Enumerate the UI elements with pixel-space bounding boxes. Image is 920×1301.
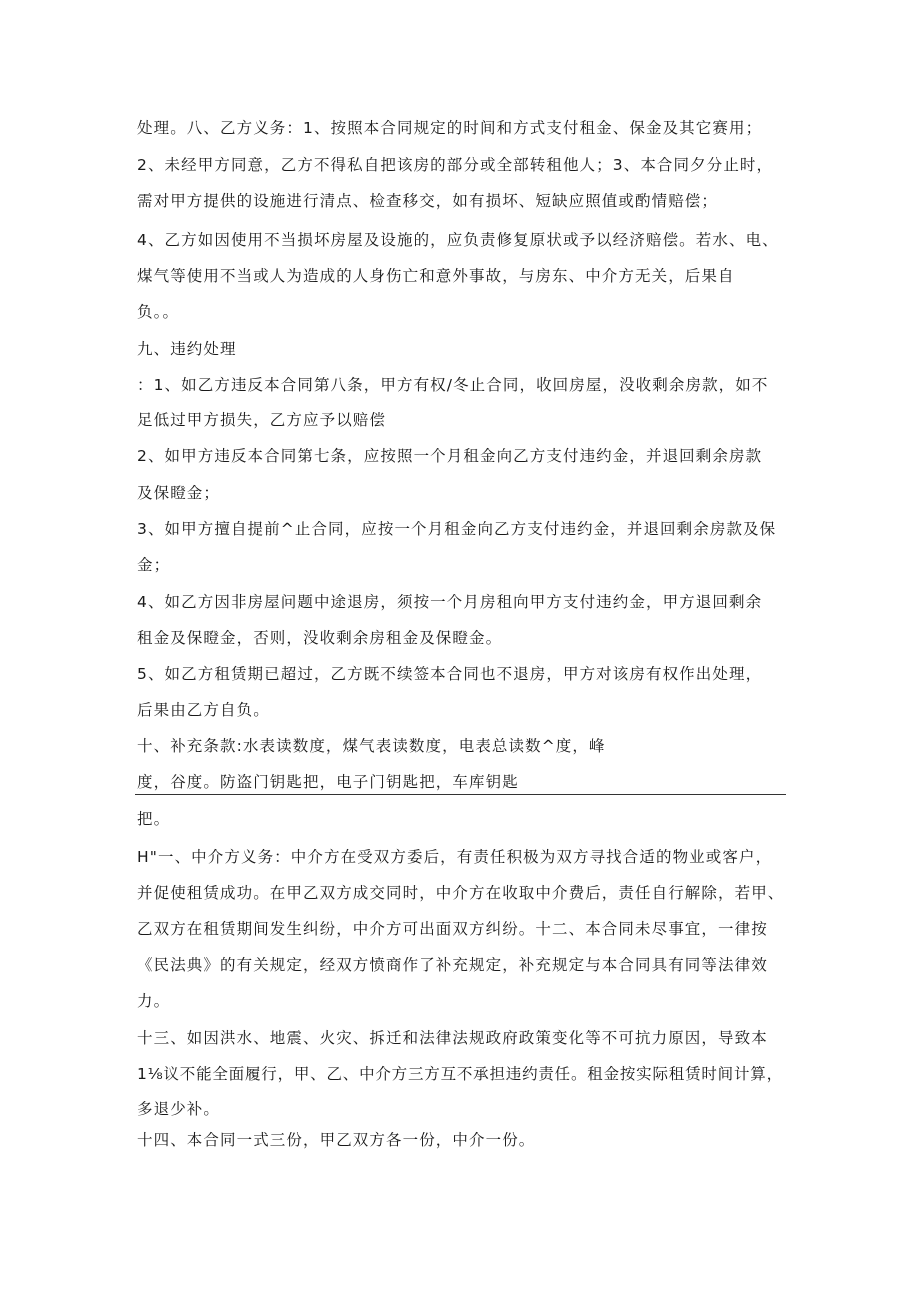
text-line: 并促使租赁成功。在甲乙双方成交同时，中介方在收取中介费后，责任自行解除，若甲、 (137, 884, 785, 902)
text-line: H"一、中介方义务：中介方在受双方委后，有责任积极为双方寻找合适的物业或客户， (137, 848, 773, 866)
text-line: 十、补充条款:水表读数度，煤气表读数度，电表总读数^度，峰 (137, 737, 606, 755)
text-line: 十四、本合同一式三份，甲乙双方各一份，中介一份。 (137, 1131, 536, 1149)
text-line: 处理。八、乙方义务：1、按照本合同规定的时间和方式支付租金、保金及其它赛用； (137, 119, 763, 137)
text-line: 负。。 (137, 303, 180, 321)
text-line: 十三、如因洪水、地震、火灾、拆迁和法律法规政府政策变化等不可抗力原因，导致本 (137, 1029, 768, 1047)
text-line: 4、乙方如因使用不当损坏房屋及设施的，应负责修复原状或予以经济赔偿。若水、电、 (137, 231, 779, 249)
text-line: 3、如甲方擅自提前^止合同，应按一个月租金向乙方支付违约金，并退回剩余房款及保 (137, 520, 777, 538)
text-line: 度，谷度。防盗门钥匙把，电子门钥匙把，车库钥匙 (137, 773, 519, 791)
text-line: 后果由乙方自负。 (137, 701, 270, 719)
text-line: 4、如乙方因非房屋问题中途退房，须按一个月房租向甲方支付违约金，甲方退回剩余 (137, 593, 763, 611)
text-line: 煤气等使用不当或人为造成的人身伤亡和意外事故，与房东、中介方无关，后果自 (137, 267, 735, 285)
text-line: 金； (137, 556, 171, 574)
text-line: 2、未经甲方同意，乙方不得私自把该房的部分或全部转租他人；3、本合同夕分止时， (137, 156, 774, 174)
text-line: 《民法典》的有关规定，经双方愤商作了补充规定，补充规定与本合同具有同等法律效 (137, 956, 768, 974)
text-line: 需对甲方提供的设施进行清点、检查移交，如有损坏、短缺应照值或酌情赔偿； (137, 192, 719, 210)
text-line: 租金及保瞪金，否则，没收剩余房租金及保瞪金。 (137, 629, 503, 647)
text-line: 多退少补。 (137, 1100, 221, 1118)
text-line: 乙双方在租赁期间发生纠纷，中介方可出面双方纠纷。十二、本合同未尽事宜，一律按 (137, 920, 768, 938)
text-line: 5、如乙方租赁期已超过，乙方既不续签本合同也不退房，甲方对该房有权作出处理， (137, 665, 763, 683)
section-heading: 九、违约处理 (137, 340, 237, 358)
text-line: 把。 (137, 810, 171, 828)
text-line: 及保瞪金； (137, 484, 221, 502)
text-line: 力。 (137, 992, 171, 1010)
text-line: 2、如甲方违反本合同第七条，应按照一个月租金向乙方支付违约金，并退回剩余房款 (137, 447, 763, 465)
text-line: 足低过甲方损失，乙方应予以赔偿 (137, 411, 387, 429)
text-line: ：1、如乙方违反本合同第八条，甲方有权/冬止合同，收回房屋，没收剩余房款，如不 (137, 376, 769, 394)
text-line: 1⅛议不能全面履行，甲、乙、中介方三方互不承担违约责任。租金按实际租赁时间计算， (137, 1065, 783, 1083)
horizontal-divider (135, 794, 786, 795)
